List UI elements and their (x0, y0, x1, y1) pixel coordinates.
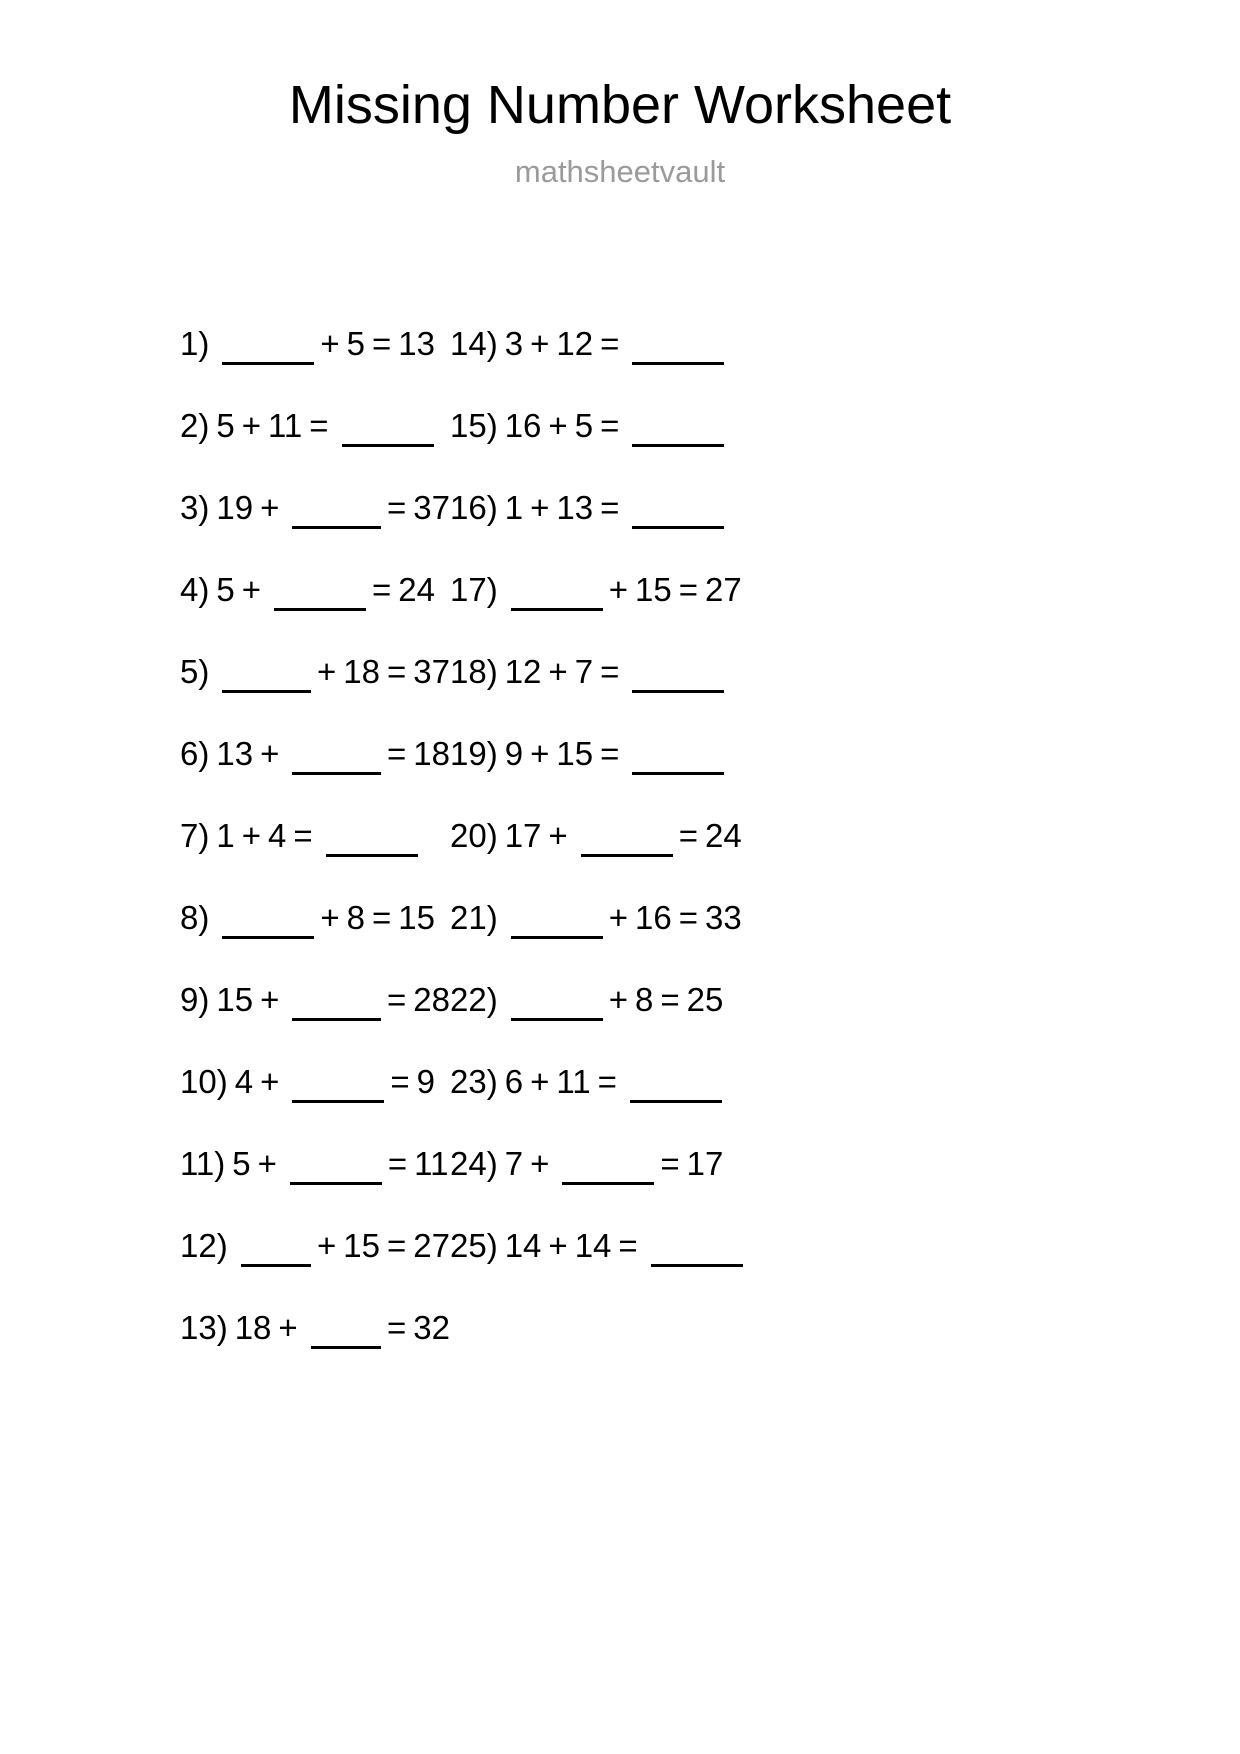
operator: = (387, 1144, 408, 1182)
operand: 5 (574, 406, 594, 444)
operator: = (618, 1226, 638, 1264)
problem-number: 10) (180, 1062, 228, 1100)
operand: 4 (267, 816, 287, 854)
problem-22 (450, 958, 1060, 1040)
problem-number: 9) (180, 980, 210, 1018)
problem-18 (450, 630, 1060, 712)
answer-blank[interactable] (630, 1074, 722, 1103)
problem-9 (180, 958, 450, 1040)
answer-blank[interactable] (342, 418, 434, 447)
problem-number: 13) (180, 1308, 228, 1346)
operator: + (548, 816, 568, 854)
problem-number: 14) (450, 324, 498, 362)
problem-number: 21) (450, 898, 498, 936)
operand: 18 (234, 1308, 272, 1346)
operator: + (548, 1226, 568, 1264)
problem-number: 19) (450, 734, 498, 772)
operator: = (387, 980, 407, 1018)
problem-number: 22) (450, 980, 498, 1018)
operator: + (608, 570, 628, 608)
operator: + (260, 1062, 280, 1100)
operand: 37 (413, 488, 450, 526)
problem-7 (180, 794, 450, 876)
operand: 12 (504, 652, 542, 690)
operator: + (241, 570, 261, 608)
operator: + (530, 488, 550, 526)
answer-blank[interactable] (562, 1156, 654, 1185)
answer-blank[interactable] (292, 746, 381, 775)
problem-19 (450, 712, 1060, 794)
operand: 7 (504, 1144, 524, 1182)
operand: 15 (634, 570, 672, 608)
operand: 11 (556, 1062, 591, 1100)
problem-number: 5) (180, 652, 210, 690)
operator: + (320, 324, 340, 362)
problem-15 (450, 384, 1060, 466)
operator: = (600, 324, 620, 362)
operand: 14 (504, 1226, 542, 1264)
answer-blank[interactable] (292, 1074, 384, 1103)
problem-16 (450, 466, 1060, 548)
problem-number: 12) (180, 1226, 228, 1264)
answer-blank[interactable] (632, 500, 724, 529)
problem-number: 7) (180, 816, 210, 854)
operand: 15 (556, 734, 594, 772)
problem-number: 24) (450, 1144, 498, 1182)
problem-number: 16) (450, 488, 498, 526)
problem-3 (180, 466, 450, 548)
operator: = (678, 570, 698, 608)
operand: 6 (504, 1062, 524, 1100)
operand: 14 (574, 1226, 612, 1264)
answer-blank[interactable] (241, 1238, 311, 1267)
operand: 28 (413, 980, 450, 1018)
problem-10 (180, 1040, 450, 1122)
operator: = (371, 570, 392, 608)
operator: + (530, 324, 550, 362)
problem-24 (450, 1122, 1060, 1204)
problem-number: 8) (180, 898, 210, 936)
operand: 37 (413, 652, 450, 690)
operand: 24 (704, 816, 742, 854)
operator: = (600, 488, 620, 526)
problem-number: 2) (180, 406, 210, 444)
operand: 11 (414, 1144, 449, 1182)
problem-number: 1) (180, 324, 210, 362)
problem-4 (180, 548, 450, 630)
operand: 8 (346, 898, 365, 936)
operator: = (678, 898, 698, 936)
problem-5 (180, 630, 450, 712)
operator: + (257, 1144, 277, 1182)
operand: 13 (216, 734, 254, 772)
operator: = (387, 1308, 407, 1346)
problem-14 (450, 302, 1060, 384)
problem-1 (180, 302, 450, 384)
operand: 7 (574, 652, 594, 690)
operand: 9 (504, 734, 524, 772)
problem-number: 4) (180, 570, 210, 608)
answer-blank[interactable] (274, 582, 366, 611)
operand: 19 (216, 488, 254, 526)
operator: + (317, 1226, 337, 1264)
right-column (450, 302, 1060, 1286)
operator: + (260, 980, 280, 1018)
answer-blank[interactable] (632, 664, 724, 693)
operand: 18 (343, 652, 380, 690)
problem-number: 15) (450, 406, 498, 444)
problem-21 (450, 876, 1060, 958)
operator: = (387, 652, 407, 690)
problem-number: 3) (180, 488, 210, 526)
operator: = (387, 1226, 407, 1264)
answer-blank[interactable] (651, 1238, 743, 1267)
problem-12 (180, 1204, 450, 1286)
operand: 16 (504, 406, 542, 444)
problem-23 (450, 1040, 1060, 1122)
answer-blank[interactable] (632, 746, 724, 775)
answer-blank[interactable] (222, 336, 314, 365)
operand: 1 (504, 488, 524, 526)
problem-columns (0, 302, 1240, 1368)
answer-blank[interactable] (511, 992, 603, 1021)
operand: 1 (216, 816, 235, 854)
operand: 5 (216, 570, 235, 608)
operator: + (548, 652, 568, 690)
problem-8 (180, 876, 450, 958)
operand: 5 (232, 1144, 251, 1182)
answer-blank[interactable] (511, 582, 603, 611)
operator: + (260, 488, 280, 526)
problem-number: 17) (450, 570, 498, 608)
problem-2 (180, 384, 450, 466)
problem-number: 11) (180, 1144, 226, 1182)
problem-number: 25) (450, 1226, 498, 1264)
operator: + (530, 1144, 550, 1182)
problems-area (0, 302, 1240, 1368)
problem-number: 6) (180, 734, 210, 772)
problem-20 (450, 794, 1060, 876)
problem-number: 20) (450, 816, 498, 854)
operand: 5 (346, 324, 365, 362)
operator: = (660, 980, 680, 1018)
operator: = (678, 816, 698, 854)
operand: 9 (416, 1062, 435, 1100)
operator: + (530, 1062, 550, 1100)
operator: + (317, 652, 337, 690)
problem-25 (450, 1204, 1060, 1286)
answer-blank[interactable] (290, 1156, 382, 1185)
answer-blank[interactable] (632, 418, 724, 447)
operator: = (600, 406, 620, 444)
operator: = (390, 1062, 410, 1100)
page-title: Missing Number Worksheet (288, 75, 952, 135)
operand: 27 (413, 1226, 450, 1264)
problem-number: 18) (450, 652, 498, 690)
operator: = (293, 816, 313, 854)
operand: 32 (413, 1308, 450, 1346)
operator: = (597, 1062, 617, 1100)
operand: 15 (398, 898, 435, 936)
answer-blank[interactable] (511, 910, 603, 939)
operand: 24 (398, 570, 435, 608)
answer-blank[interactable] (292, 500, 381, 529)
operand: 12 (556, 324, 594, 362)
operand: 15 (216, 980, 254, 1018)
operator: + (260, 734, 280, 772)
answer-blank[interactable] (581, 828, 673, 857)
operator: = (387, 488, 407, 526)
operator: = (371, 898, 392, 936)
operand: 4 (234, 1062, 254, 1100)
operator: + (241, 406, 261, 444)
operand: 17 (686, 1144, 724, 1182)
problem-6 (180, 712, 450, 794)
operator: = (660, 1144, 680, 1182)
worksheet-subtitle: mathsheetvault (514, 154, 726, 189)
operand: 5 (216, 406, 235, 444)
problem-13 (180, 1286, 450, 1368)
operator: + (241, 816, 261, 854)
operator: = (309, 406, 329, 444)
answer-blank[interactable] (326, 828, 418, 857)
operator: + (608, 980, 628, 1018)
problem-11 (180, 1122, 450, 1204)
operator: = (387, 734, 407, 772)
operand: 27 (704, 570, 742, 608)
operand: 15 (343, 1226, 380, 1264)
worksheet-header (0, 0, 1240, 187)
answer-blank[interactable] (222, 664, 311, 693)
operator: = (600, 652, 620, 690)
operator: + (608, 898, 628, 936)
answer-blank[interactable] (222, 910, 314, 939)
operand: 16 (634, 898, 672, 936)
operand: 17 (504, 816, 542, 854)
operator: = (371, 324, 392, 362)
operator: = (600, 734, 620, 772)
answer-blank[interactable] (632, 336, 724, 365)
operand: 18 (413, 734, 450, 772)
operand: 8 (634, 980, 654, 1018)
left-column (0, 302, 450, 1368)
operand: 13 (398, 324, 435, 362)
operand: 3 (504, 324, 524, 362)
operator: + (278, 1308, 298, 1346)
problem-number: 23) (450, 1062, 498, 1100)
answer-blank[interactable] (292, 992, 381, 1021)
operand: 33 (704, 898, 742, 936)
operator: + (548, 406, 568, 444)
operator: + (530, 734, 550, 772)
operator: + (320, 898, 340, 936)
operand: 13 (556, 488, 594, 526)
operand: 25 (686, 980, 724, 1018)
operand: 11 (267, 406, 303, 444)
answer-blank[interactable] (311, 1320, 381, 1349)
problem-17 (450, 548, 1060, 630)
